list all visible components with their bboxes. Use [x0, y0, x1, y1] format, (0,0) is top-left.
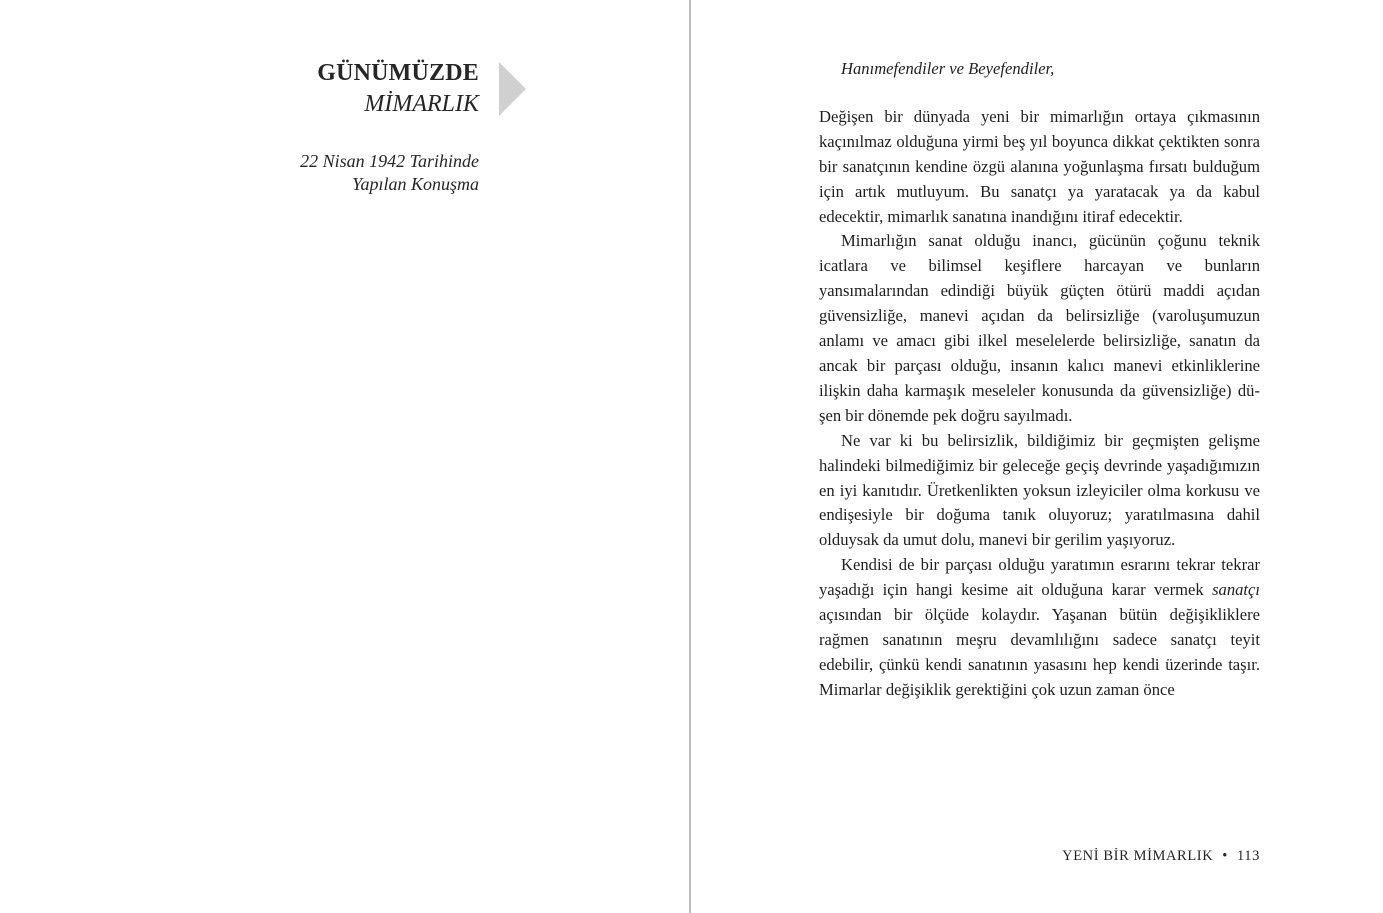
- paragraph-4: [819, 553, 1260, 702]
- body-text: [819, 57, 1260, 703]
- paragraph-2: Mimarlığın sanat olduğu inancı, gücünün çoğunu teknik icatlara ve bilimsel keşiflere harcayan ve bunların yansımalarından edindiği büyük güçten ötürü maddi açıdan güvensizliğe, manevi açıdan da belirsizliğe (varoluşumuzun anlamı ve amacı gibi ilkel meselelerde belirsizliğe, sanatın da ancak bir parçası olduğu, insanın kalıcı manevi etkinliklerine ilişkin daha karmaşık meseleler konusunda da güvensizliğe) düşen bir dönemde pek doğru sayılmadı.: [819, 231, 1260, 425]
- footer-separator: •: [1222, 848, 1228, 864]
- left-page: [0, 0, 690, 913]
- paragraph-1: Değişen bir dünyada yeni bir mimarlığın ortaya çıkmasının kaçınılmaz olduğuna yirmi beş yıl boyunca dikkat çektikten sonra bir sanatçının kendine özgü alanına yoğunlaşma fırsatı bulduğum için artık mutluyum. Bu sanatçı ya yaratacak ya da kabul edecektir, mimarlık sanatına inandığını itiraf edecektir.: [819, 106, 1260, 226]
- paragraph-4-emphasis: sanatçı: [1212, 580, 1260, 600]
- paragraph-3: Ne var ki bu belirsizlik, bildiğimiz bir geçmişten gelişme halindeki bilmediğimiz bir geleceğe geçiş devrinde yaşadığımızın en iyi kanıtıdır. Üretkenlikten yoksun izleyiciler olma korkusu ve endişesiyle bir doğuma tanık oluyoruz; yaratılmasına dahil olduysak da umut dolu, manevi bir gerilim yaşıyoruz.: [819, 430, 1260, 550]
- paragraph-4-text-end: açısından bir ölçüde kolaydır. Yaşanan bütün değişikliklere rağmen sanatının meşru devamlılığını sadece sanatçı teyit edebilir, çünkü kendi sanatının yasasını hep kendi üzerinde taşır. Mimarlar değişiklik gerektiğini çok uzun zaman önce: [819, 605, 1260, 699]
- chapter-subtitle: [300, 150, 479, 196]
- book-gutter: [689, 0, 691, 913]
- running-title: YENİ BİR MİMARLIK: [1062, 848, 1214, 864]
- chapter-title: [317, 58, 479, 120]
- chapter-title-line2: MİMARLIK: [364, 91, 479, 117]
- chapter-title-line1: GÜNÜMÜZDE: [317, 60, 479, 86]
- subtitle-line2: Yapılan Konuşma: [352, 174, 479, 194]
- chapter-arrow-icon: [499, 62, 526, 116]
- paragraph-4-text-start: Kendisi de bir parçası olduğu yaratımın esrarını tekrar tekrar yaşadığı için hangi kesime ait olduğuna karar vermek: [819, 555, 1260, 600]
- running-footer: [1062, 848, 1260, 865]
- page-number: 113: [1236, 848, 1260, 864]
- salutation: Hanımefendiler ve Beyefendiler,: [841, 59, 1055, 78]
- subtitle-line1: 22 Nisan 1942 Tarihinde: [300, 151, 479, 171]
- right-page: [692, 0, 1383, 913]
